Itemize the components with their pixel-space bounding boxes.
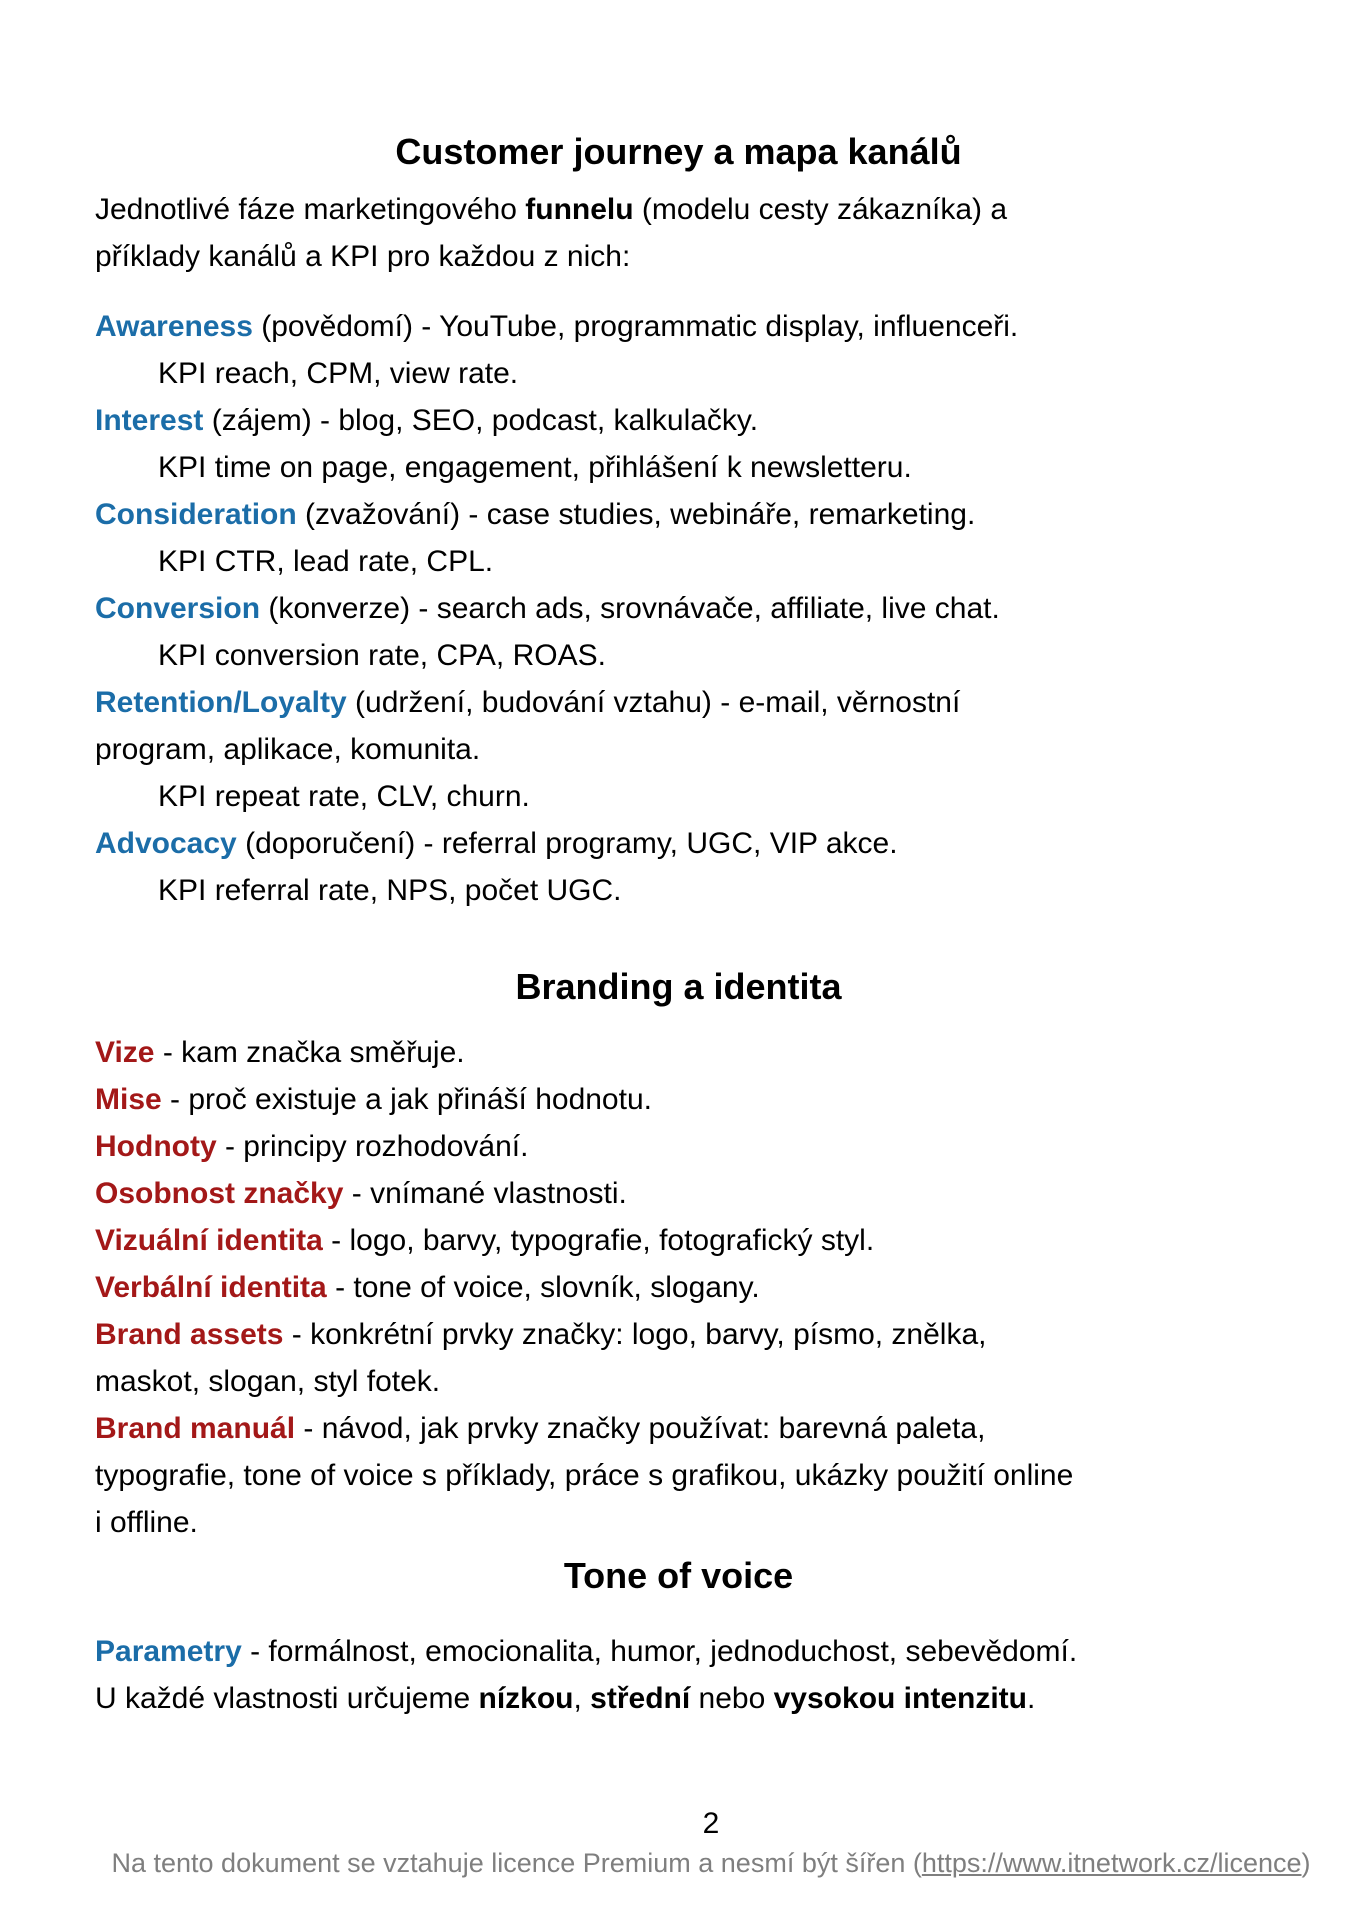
text-line [95,1499,1327,1546]
funnel-stage-term: Interest [95,404,204,437]
text-run: - logo, barvy, typografie, fotografický styl. [322,1224,875,1257]
emphasis-text: vysokou intenzitu [773,1682,1027,1715]
brand-term: Hodnoty [95,1130,217,1163]
text-line [95,1029,1327,1076]
text-line [95,1123,1327,1170]
text-line [95,186,1327,233]
tone-of-voice-paragraph [95,1628,1327,1722]
text-line [95,1628,1327,1675]
funnel-stage-term: Conversion [95,592,261,625]
text-run: nebo [690,1682,774,1715]
funnel-stage-term: Consideration [95,498,297,531]
text-run: - principy rozhodování. [216,1130,529,1163]
text-run: - konkrétní prvky značky: logo, barvy, písmo, znělka, [283,1318,987,1351]
text-run: KPI referral rate, NPS, počet UGC. [158,874,622,907]
emphasis-text: funnelu [525,193,634,226]
text-line [95,1452,1327,1499]
text-line [95,585,1327,632]
brand-term: Verbální identita [95,1271,327,1304]
page-number: 2 [702,1807,720,1840]
license-footer [95,1843,1327,1883]
text-line [95,233,1327,280]
text-run: - vnímané vlastnosti. [343,1177,627,1210]
text-line [95,1264,1327,1311]
text-run: (modelu cesty zákazníka) a [633,193,1008,226]
emphasis-text: střední [590,1682,691,1715]
text-line [95,1217,1327,1264]
text-line [95,773,1327,820]
text-line [95,444,1327,491]
text-line [95,350,1327,397]
text-line [95,1358,1327,1405]
text-run: (konverze) - search ads, srovnávače, affiliate, live chat. [260,592,1000,625]
text-run: (zájem) - blog, SEO, podcast, kalkulačky. [203,404,759,437]
funnel-stage-term: Advocacy [95,827,237,860]
section-branding [95,963,1327,1546]
brand-term: Vizuální identita [95,1224,323,1257]
text-line [95,538,1327,585]
text-run: - formálnost, emocionalita, humor, jednoduchost, sebevědomí. [241,1635,1078,1668]
section-heading-customer-journey: Customer journey a mapa kanálů [395,131,962,172]
text-line [95,726,1327,773]
brand-term: Osobnost značky [95,1177,344,1210]
section-customer-journey [95,128,1327,914]
brand-term: Brand manuál [95,1412,296,1445]
text-run: i offline. [95,1506,198,1539]
customer-journey-list [95,303,1327,914]
text-line [95,867,1327,914]
brand-term: Mise [95,1083,162,1116]
section-tone-of-voice [95,1552,1327,1722]
text-line [95,1311,1327,1358]
text-run: KPI time on page, engagement, přihlášení k newsletteru. [158,451,912,484]
text-run: , [573,1682,591,1715]
text-run: - proč existuje a jak přináší hodnotu. [161,1083,652,1116]
text-run: příklady kanálů a KPI pro každou z nich: [95,240,631,273]
text-line [95,491,1327,538]
section-heading-branding: Branding a identita [515,966,842,1007]
text-line [95,820,1327,867]
text-line [95,1076,1327,1123]
text-line [95,397,1327,444]
text-line [95,1405,1327,1452]
footer-text-after: ) [1301,1848,1311,1878]
document-content [95,128,1327,1722]
text-line [95,303,1327,350]
text-run: - tone of voice, slovník, slogany. [326,1271,760,1304]
brand-term: Brand assets [95,1318,284,1351]
text-run: - kam značka směřuje. [154,1036,465,1069]
text-line [95,679,1327,726]
funnel-stage-term: Parametry [95,1635,242,1668]
text-run: Jednotlivé fáze marketingového [95,193,526,226]
text-line [95,632,1327,679]
text-run: . [1026,1682,1036,1715]
text-run: maskot, slogan, styl fotek. [95,1365,441,1398]
text-run: (udržení, budování vztahu) - e-mail, věrnostní [346,686,961,719]
funnel-stage-term: Retention/Loyalty [95,686,347,719]
text-run: program, aplikace, komunita. [95,733,481,766]
text-run: KPI reach, CPM, view rate. [158,357,519,390]
license-link[interactable]: https://www.itnetwork.cz/licence [921,1848,1302,1878]
customer-journey-paragraph [95,186,1327,280]
text-run: (zvažování) - case studies, webináře, remarketing. [296,498,976,531]
funnel-stage-term: Awareness [95,310,253,343]
text-run: KPI repeat rate, CLV, churn. [158,780,530,813]
text-run: - návod, jak prvky značky používat: barevná paleta, [295,1412,986,1445]
brand-term: Vize [95,1036,155,1069]
section-heading-tone-of-voice: Tone of voice [563,1555,794,1596]
text-line [95,1170,1327,1217]
emphasis-text: nízkou [478,1682,574,1715]
branding-list [95,1029,1327,1546]
text-run: (povědomí) - YouTube, programmatic display, influenceři. [252,310,1019,343]
text-run: typografie, tone of voice s příklady, práce s grafikou, ukázky použití online [95,1459,1074,1492]
text-run: KPI conversion rate, CPA, ROAS. [158,639,606,672]
text-run: U každé vlastnosti určujeme [95,1682,479,1715]
text-run: (doporučení) - referral programy, UGC, VIP akce. [236,827,898,860]
footer-text-before: Na tento dokument se vztahuje licence Premium a nesmí být šířen ( [111,1848,922,1878]
text-line [95,1675,1327,1722]
text-run: KPI CTR, lead rate, CPL. [158,545,494,578]
